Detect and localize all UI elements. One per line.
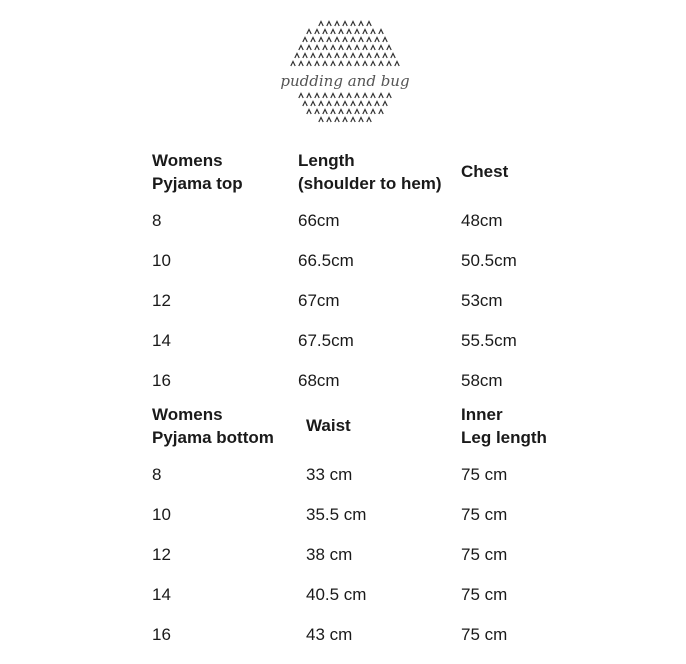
- logo-triangle: [395, 62, 399, 67]
- logo-triangle: [391, 54, 395, 59]
- tops-chest-cell: 50.5cm: [461, 251, 517, 270]
- logo-triangle: [375, 38, 379, 43]
- logo-triangle: [315, 110, 319, 115]
- bottoms-leg-header-line2: Leg length: [461, 428, 547, 447]
- logo-triangle: [307, 62, 311, 67]
- tops-chest-cell: 55.5cm: [461, 331, 517, 350]
- logo-triangle: [363, 94, 367, 99]
- logo-triangle: [315, 94, 319, 99]
- logo-triangle: [339, 30, 343, 35]
- logo-triangle: [339, 110, 343, 115]
- bottoms-waist-cell: 38 cm: [306, 545, 353, 564]
- logo-triangle: [303, 38, 307, 43]
- logo-triangle: [319, 102, 323, 107]
- logo-triangle: [343, 102, 347, 107]
- logo-triangle: [339, 46, 343, 51]
- logo-triangle: [319, 38, 323, 43]
- logo-triangle: [355, 110, 359, 115]
- logo-triangle: [319, 54, 323, 59]
- logo-triangle: [303, 54, 307, 59]
- logo-triangle: [319, 118, 323, 123]
- logo-triangle: [351, 102, 355, 107]
- logo-triangle: [383, 102, 387, 107]
- logo-triangle: [303, 102, 307, 107]
- tops-length-header-line1: Length: [298, 151, 355, 170]
- tops-size-header-line1: Womens: [152, 151, 223, 170]
- logo-triangle: [355, 94, 359, 99]
- tops-size-cell: 14: [152, 331, 171, 350]
- logo-triangle: [371, 46, 375, 51]
- tops-length-cell: 66.5cm: [298, 251, 354, 270]
- logo-triangle: [339, 94, 343, 99]
- logo-triangle: [335, 38, 339, 43]
- logo-triangle: [311, 38, 315, 43]
- tops-size-cell: 12: [152, 291, 171, 310]
- logo-triangle: [327, 102, 331, 107]
- triangle-pattern-circle-logo-icon: [270, 10, 420, 135]
- tops-size-cell: 8: [152, 211, 162, 230]
- logo-triangle: [323, 62, 327, 67]
- bottoms-leg-header: [461, 403, 547, 449]
- logo-triangle: [367, 118, 371, 123]
- tops-chest-cell: 58cm: [461, 371, 503, 390]
- logo-triangle: [367, 22, 371, 27]
- logo-triangle: [315, 62, 319, 67]
- logo-triangle: [351, 22, 355, 27]
- logo-triangle: [387, 46, 391, 51]
- bottoms-leg-cell: 75 cm: [461, 465, 508, 484]
- logo-triangle: [383, 38, 387, 43]
- tops-chest-header: Chest: [461, 162, 509, 181]
- logo-triangle: [327, 54, 331, 59]
- tops-size-header: [152, 149, 243, 195]
- logo-triangle: [383, 54, 387, 59]
- logo-triangle: [367, 102, 371, 107]
- logo-triangle: [359, 22, 363, 27]
- tops-length-header: [298, 149, 442, 195]
- logo-triangle: [379, 62, 383, 67]
- bottoms-waist-cell: 43 cm: [306, 625, 353, 644]
- bottoms-leg-cell: 75 cm: [461, 625, 508, 644]
- logo-triangle: [331, 30, 335, 35]
- bottoms-size-cell: 10: [152, 505, 171, 524]
- logo-triangle: [343, 54, 347, 59]
- logo-triangle: [323, 110, 327, 115]
- logo-triangle: [379, 110, 383, 115]
- logo-triangle: [335, 118, 339, 123]
- bottoms-waist-cell: 40.5 cm: [306, 585, 367, 604]
- logo-triangle: [331, 46, 335, 51]
- bottoms-size-header: [152, 403, 274, 449]
- logo-triangle: [339, 62, 343, 67]
- logo-triangle: [387, 62, 391, 67]
- bottoms-size-header-line1: Womens: [152, 405, 223, 424]
- logo-triangle: [355, 62, 359, 67]
- logo-triangle: [335, 54, 339, 59]
- tops-length-cell: 67cm: [298, 291, 340, 310]
- logo-triangle: [323, 30, 327, 35]
- logo-triangle: [347, 30, 351, 35]
- bottoms-waist-cell: 35.5 cm: [306, 505, 367, 524]
- logo-triangle: [315, 30, 319, 35]
- logo-triangle: [295, 54, 299, 59]
- bottoms-size-cell: 8: [152, 465, 162, 484]
- logo-triangle: [331, 94, 335, 99]
- logo-triangle: [359, 118, 363, 123]
- logo-triangle: [335, 22, 339, 27]
- tops-chest-cell: 53cm: [461, 291, 503, 310]
- logo-triangle: [327, 38, 331, 43]
- logo-triangle: [363, 46, 367, 51]
- logo-triangle: [363, 62, 367, 67]
- logo-triangle: [351, 38, 355, 43]
- bottoms-waist-cell: 33 cm: [306, 465, 353, 484]
- logo-triangle: [347, 94, 351, 99]
- logo-triangle: [307, 94, 311, 99]
- logo-triangle: [359, 102, 363, 107]
- logo-triangle: [319, 22, 323, 27]
- logo-triangle: [299, 62, 303, 67]
- logo-triangle: [371, 30, 375, 35]
- brand-logo: [270, 10, 420, 135]
- tops-length-cell: 66cm: [298, 211, 340, 230]
- logo-triangle: [291, 62, 295, 67]
- logo-triangle: [307, 110, 311, 115]
- logo-triangle: [371, 62, 375, 67]
- tops-chest-cell: 48cm: [461, 211, 503, 230]
- logo-triangle: [355, 46, 359, 51]
- logo-triangle: [335, 102, 339, 107]
- logo-wordmark: pudding and bug: [280, 72, 410, 90]
- logo-triangle: [379, 30, 383, 35]
- logo-triangle: [327, 118, 331, 123]
- logo-triangle: [379, 94, 383, 99]
- logo-triangle: [367, 38, 371, 43]
- logo-triangle: [351, 54, 355, 59]
- logo-triangle: [351, 118, 355, 123]
- logo-triangle: [343, 22, 347, 27]
- bottoms-leg-cell: 75 cm: [461, 545, 508, 564]
- logo-triangle: [343, 38, 347, 43]
- tops-size-cell: 10: [152, 251, 171, 270]
- bottoms-size-cell: 12: [152, 545, 171, 564]
- logo-triangle: [331, 62, 335, 67]
- logo-triangle: [323, 46, 327, 51]
- logo-triangle: [323, 94, 327, 99]
- logo-triangle: [363, 30, 367, 35]
- logo-triangle: [347, 46, 351, 51]
- logo-triangle: [371, 110, 375, 115]
- logo-triangle: [307, 46, 311, 51]
- logo-triangle: [307, 30, 311, 35]
- logo-triangle: [315, 46, 319, 51]
- tops-size-header-line2: Pyjama top: [152, 174, 243, 193]
- logo-triangle: [311, 102, 315, 107]
- logo-triangle: [387, 94, 391, 99]
- logo-triangle: [347, 62, 351, 67]
- logo-triangle: [347, 110, 351, 115]
- bottoms-leg-cell: 75 cm: [461, 505, 508, 524]
- tops-length-cell: 67.5cm: [298, 331, 354, 350]
- tops-length-cell: 68cm: [298, 371, 340, 390]
- tops-length-header-line2: (shoulder to hem): [298, 174, 442, 193]
- logo-triangle: [375, 54, 379, 59]
- logo-triangle: [371, 94, 375, 99]
- bottoms-size-cell: 14: [152, 585, 171, 604]
- logo-triangle: [299, 46, 303, 51]
- tops-size-cell: 16: [152, 371, 171, 390]
- logo-triangle: [363, 110, 367, 115]
- logo-triangle: [331, 110, 335, 115]
- logo-triangle: [379, 46, 383, 51]
- bottoms-size-header-line2: Pyjama bottom: [152, 428, 274, 447]
- logo-triangle: [359, 38, 363, 43]
- logo-triangle: [311, 54, 315, 59]
- logo-triangle: [375, 102, 379, 107]
- bottoms-leg-header-line1: Inner: [461, 405, 503, 424]
- bottoms-waist-header: Waist: [306, 416, 351, 435]
- logo-triangle: [355, 30, 359, 35]
- logo-triangle: [343, 118, 347, 123]
- logo-triangle: [367, 54, 371, 59]
- logo-triangle: [299, 94, 303, 99]
- logo-triangle: [359, 54, 363, 59]
- bottoms-leg-cell: 75 cm: [461, 585, 508, 604]
- logo-triangle: [327, 22, 331, 27]
- bottoms-size-cell: 16: [152, 625, 171, 644]
